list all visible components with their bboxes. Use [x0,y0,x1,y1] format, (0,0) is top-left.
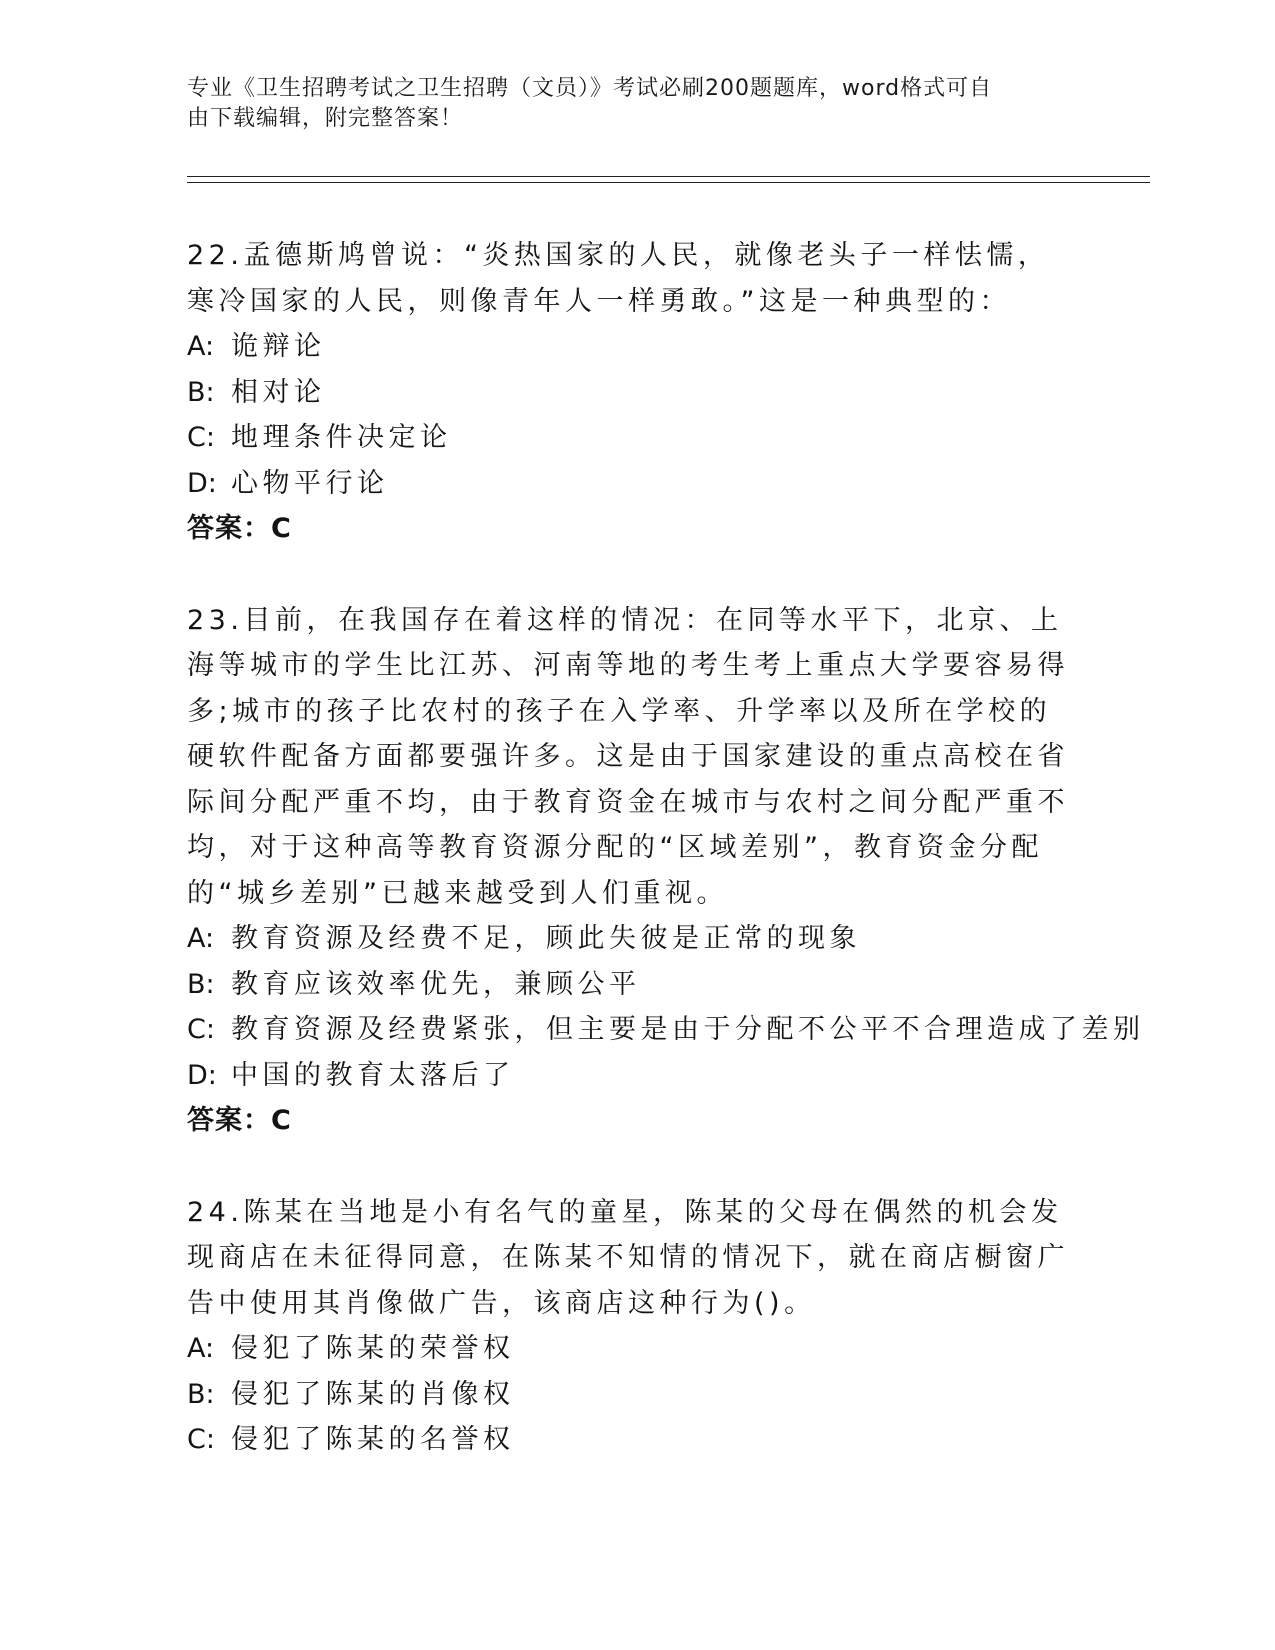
option-text: 中国的教育太落后了 [231,1059,515,1091]
option-key: C: [187,422,215,453]
header-divider-bottom [187,182,1150,183]
document-header [187,74,1067,134]
option-key: A: [187,1333,215,1364]
option-key: D: [187,1059,217,1091]
option-key: A: [187,331,215,362]
question-stem: 22.孟德斯鸠曾说：“炎热国家的人民，就像老头子一样怯懦，寒冷国家的人民，则像青年人一样勇敢。”这是一种典型的： [187,240,1050,317]
option-c [187,1007,1145,1053]
option-d [187,461,1077,507]
option-b [187,370,1077,416]
option-text: 教育资源及经费不足，顾此失彼是正常的现象 [231,923,861,954]
option-text: 诡辩论 [231,331,326,362]
question-stem: 24.陈某在当地是小有名气的童星，陈某的父母在偶然的机会发现商店在未征得同意，在陈某不知情的情况下，就在商店橱窗广告中使用其肖像做广告，该商店这种行为()。 [187,1196,1069,1319]
question-24 [187,1190,1077,1463]
option-a [187,324,1077,370]
option-text: 地理条件决定论 [231,422,452,453]
option-text: 教育应该效率优先，兼顾公平 [231,968,641,1000]
option-text: 教育资源及经费紧张，但主要是由于分配不公平不合理造成了差别 [231,1014,1145,1045]
header-divider-top [187,176,1150,177]
option-key: B: [187,376,215,408]
header-line-1: 专业《卫生招聘考试之卫生招聘（文员）》考试必刷200题题库，word格式可自 [187,76,993,101]
header-line-2: 由下载编辑，附完整答案！ [187,106,464,131]
option-a [187,916,1077,962]
option-c [187,415,1077,461]
option-b [187,962,1077,1008]
option-c [187,1417,1077,1463]
question-23 [187,598,1145,1144]
option-b [187,1372,1077,1418]
option-key: C: [187,1014,215,1045]
option-key: C: [187,1424,215,1455]
option-a [187,1326,1077,1372]
option-key: B: [187,968,215,1000]
option-key: B: [187,1378,215,1410]
option-key: D: [187,467,217,499]
question-22 [187,233,1077,552]
answer-line: 答案：C [187,513,292,544]
question-list [187,233,1145,1509]
option-key: A: [187,923,215,954]
option-text: 侵犯了陈某的肖像权 [231,1378,515,1410]
option-text: 心物平行论 [231,467,389,499]
option-text: 侵犯了陈某的荣誉权 [231,1333,515,1364]
option-text: 相对论 [231,376,326,408]
question-stem: 23.目前，在我国存在着这样的情况：在同等水平下，北京、上海等城市的学生比江苏、河南等地的考生考上重点大学要容易得多;城市的孩子比农村的孩子在入学率、升学率以及所在学校的硬软件配备方面都要强许多。这是由于国家建设的重点高校在省际间分配严重不均，由于教育资金在城市与农村之间分配严重不均，对于这种高等教育资源分配的“区域差别”，教育资金分配的“城乡差别”已越来越受到人们重视。 [187,604,1069,909]
answer-line: 答案：C [187,1105,292,1136]
option-text: 侵犯了陈某的名誉权 [231,1424,515,1455]
option-d [187,1053,1077,1099]
